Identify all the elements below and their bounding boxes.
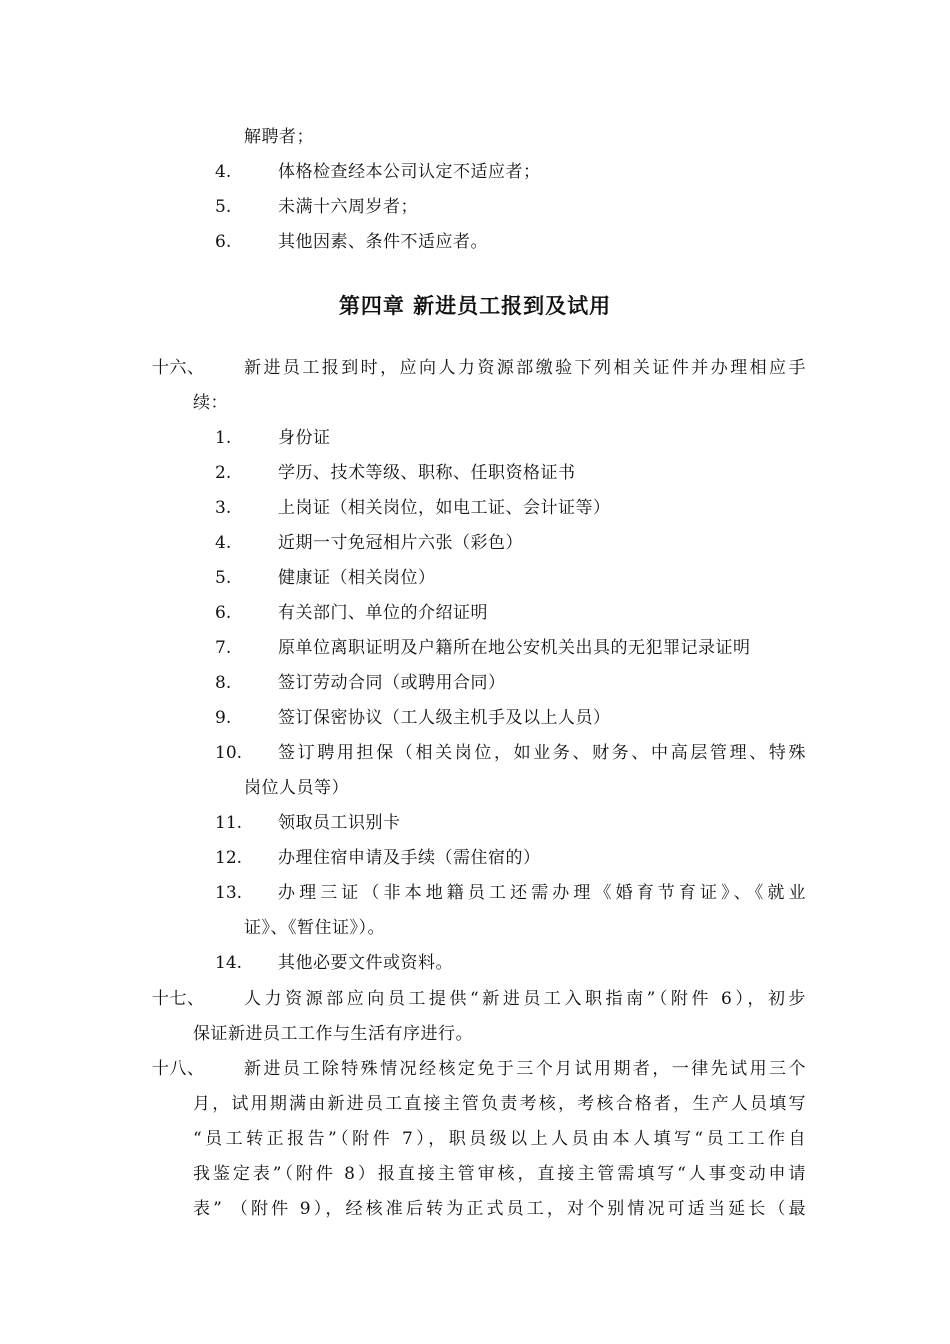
article-text: 我鉴定表”（附件 8）报直接主管审核，直接主管需填写“人事变动申请 — [193, 1164, 806, 1184]
article-text: 新进员工除特殊情况经核定免于三个月试用期者，一律先试用三个 — [244, 1059, 806, 1079]
list-item-number: 5. — [215, 568, 232, 588]
list-item-text: 上岗证（相关岗位，如电工证、会计证等） — [278, 498, 611, 518]
list-item-text: 其他因素、条件不适应者。 — [278, 232, 488, 252]
list-item-number: 9. — [215, 708, 232, 728]
list-item-text: 签订劳动合同（或聘用合同） — [278, 673, 506, 693]
list-item-text: 体格检查经本公司认定不适应者； — [278, 162, 541, 182]
list-item-number: 1. — [215, 428, 232, 448]
article-text: 保证新进员工工作与生活有序进行。 — [193, 1024, 473, 1044]
article-text: 表” （附件 9），经核准后转为正式员工，对个别情况可适当延长（最 — [193, 1199, 806, 1219]
list-item-number: 7. — [215, 638, 232, 658]
list-item-number: 2. — [215, 463, 232, 483]
list-item-number: 10. — [215, 743, 243, 763]
list-item-number: 12. — [215, 848, 243, 868]
list-item-number: 4. — [215, 162, 232, 182]
list-item-continuation: 证》、《暂住证》）。 — [244, 918, 385, 938]
list-item-number: 4. — [215, 533, 232, 553]
list-item-number: 5. — [215, 197, 232, 217]
list-item-number: 11. — [215, 813, 243, 833]
list-item-text: 健康证（相关岗位） — [278, 568, 436, 588]
list-item-text: 办理三证（非本地籍员工还需办理《婚育节育证》、《就业 — [278, 883, 806, 903]
list-item-number: 8. — [215, 673, 232, 693]
list-item-number: 6. — [215, 232, 232, 252]
list-item-text: 领取员工识别卡 — [278, 813, 401, 833]
list-item-text: 签订聘用担保（相关岗位，如业务、财务、中高层管理、特殊 — [278, 743, 806, 763]
list-item-text: 学历、技术等级、职称、任职资格证书 — [278, 463, 576, 483]
intro-tail: 解聘者； — [244, 127, 314, 147]
article-text: 月，试用期满由新进员工直接主管负责考核，考核合格者，生产人员填写 — [193, 1094, 806, 1114]
list-item-text: 身份证 — [278, 428, 331, 448]
article-number: 十六、 — [152, 358, 205, 378]
article-number: 十八、 — [152, 1059, 205, 1079]
article-text: “员工转正报告”（附件 7），职员级以上人员由本人填写“员工工作自 — [193, 1129, 806, 1149]
list-item-text: 其他必要文件或资料。 — [278, 953, 453, 973]
list-item-text: 办理住宿申请及手续（需住宿的） — [278, 848, 541, 868]
article-text: 人力资源部应向员工提供“新进员工入职指南”（附件 6），初步 — [244, 989, 806, 1009]
article-number: 十七、 — [152, 989, 205, 1009]
list-item-text: 原单位离职证明及户籍所在地公安机关出具的无犯罪记录证明 — [278, 638, 751, 658]
article-text: 新进员工报到时，应向人力资源部缴验下列相关证件并办理相应手 — [244, 358, 806, 378]
list-item-text: 未满十六周岁者； — [278, 197, 418, 217]
article-text: 续： — [193, 393, 228, 413]
list-item-text: 近期一寸免冠相片六张（彩色） — [278, 533, 523, 553]
list-item-number: 6. — [215, 603, 232, 623]
list-item-number: 13. — [215, 883, 243, 903]
list-item-text: 有关部门、单位的介绍证明 — [278, 603, 488, 623]
list-item-number: 14. — [215, 953, 243, 973]
list-item-continuation: 岗位人员等） — [244, 778, 349, 798]
chapter-title: 第四章 新进员工报到及试用 — [338, 294, 612, 318]
list-item-text: 签订保密协议（工人级主机手及以上人员） — [278, 708, 611, 728]
list-item-number: 3. — [215, 498, 232, 518]
